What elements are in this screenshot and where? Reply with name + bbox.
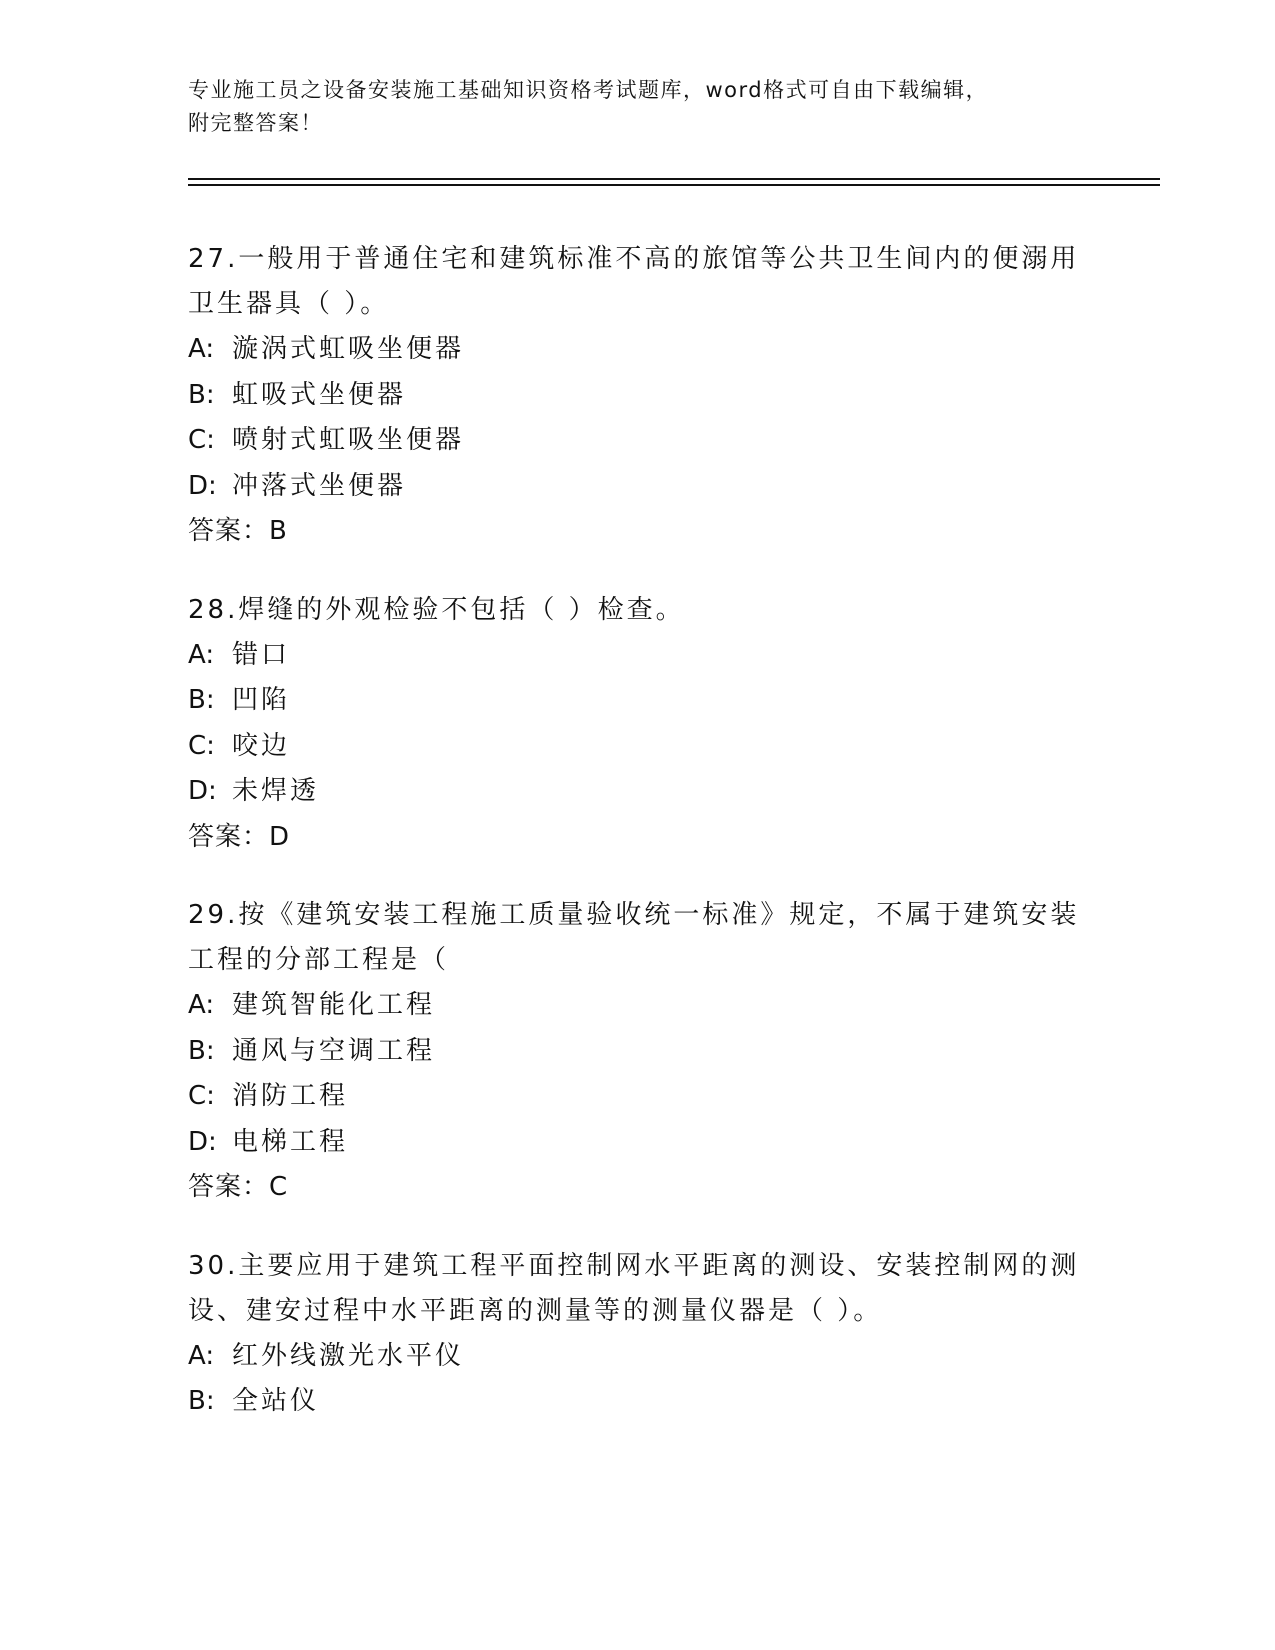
option-letter: A: <box>188 990 215 1020</box>
question-stem <box>188 1244 1088 1334</box>
option-text: 红外线激光水平仪 <box>232 1340 465 1371</box>
option-text: 未焊透 <box>232 776 320 806</box>
question-30 <box>188 1244 1088 1425</box>
option-letter: D: <box>188 470 217 501</box>
header-divider-bottom <box>188 184 1160 186</box>
option-text: 凹陷 <box>232 685 291 715</box>
question-stem-line: 28.焊缝的外观检验不包括（ ）检查。 <box>188 594 685 625</box>
question-stem-line: 工程的分部工程是（ <box>188 945 450 975</box>
option-letter: D: <box>188 776 217 806</box>
question-stem-line: 29.按《建筑安装工程施工质量验收统一标准》规定，不属于建筑安装 <box>188 900 1080 930</box>
option-letter: D: <box>188 1126 217 1157</box>
option-text: 建筑智能化工程 <box>232 990 436 1020</box>
option-text: 咬边 <box>232 730 291 761</box>
option-text: 喷射式虹吸坐便器 <box>232 425 465 455</box>
option-b <box>188 373 1088 419</box>
question-stem-line: 卫生器具（ ）。 <box>188 289 390 319</box>
option-c <box>188 724 1088 770</box>
question-28 <box>188 588 1088 861</box>
question-list <box>188 237 1088 1458</box>
option-d <box>188 464 1088 510</box>
answer-text: 答案：B <box>188 516 288 546</box>
answer-text: 答案：D <box>188 821 291 852</box>
question-29 <box>188 893 1088 1211</box>
option-letter: C: <box>188 425 215 455</box>
option-letter: B: <box>188 379 215 410</box>
option-letter: C: <box>188 730 215 761</box>
option-letter: A: <box>188 639 215 670</box>
option-b <box>188 678 1088 724</box>
option-letter: B: <box>188 1035 215 1066</box>
option-text: 消防工程 <box>232 1081 349 1111</box>
option-letter: B: <box>188 1386 215 1416</box>
header-line-1: 专业施工员之设备安装施工基础知识资格考试题库，word格式可自由下载编辑， <box>188 78 989 102</box>
option-a <box>188 983 1088 1029</box>
option-a <box>188 633 1088 679</box>
question-stem-line: 27.一般用于普通住宅和建筑标准不高的旅馆等公共卫生间内的便溺用 <box>188 244 1080 274</box>
option-text: 漩涡式虹吸坐便器 <box>232 334 465 364</box>
option-text: 通风与空调工程 <box>232 1035 436 1066</box>
question-stem-line: 30.主要应用于建筑工程平面控制网水平距离的测设、安装控制网的测 <box>188 1250 1080 1281</box>
document-header <box>188 74 1088 140</box>
option-text: 全站仪 <box>232 1386 320 1416</box>
option-a <box>188 327 1088 373</box>
option-text: 冲落式坐便器 <box>232 470 407 501</box>
option-b <box>188 1029 1088 1075</box>
option-letter: A: <box>188 334 215 364</box>
option-d <box>188 769 1088 815</box>
option-text: 电梯工程 <box>232 1126 349 1157</box>
question-stem <box>188 893 1088 983</box>
option-text: 错口 <box>232 639 291 670</box>
question-stem <box>188 588 1088 633</box>
option-a <box>188 1334 1088 1380</box>
option-c <box>188 1074 1088 1120</box>
option-text: 虹吸式坐便器 <box>232 379 407 410</box>
question-stem <box>188 237 1088 327</box>
header-divider-top <box>188 178 1160 180</box>
option-d <box>188 1120 1088 1166</box>
header-line-2: 附完整答案！ <box>188 111 323 135</box>
option-letter: B: <box>188 685 215 715</box>
question-stem-line: 设、建安过程中水平距离的测量等的测量仪器是（ ）。 <box>188 1295 883 1326</box>
question-27 <box>188 237 1088 555</box>
option-c <box>188 418 1088 464</box>
option-letter: C: <box>188 1081 215 1111</box>
option-letter: A: <box>188 1340 215 1371</box>
answer-text: 答案：C <box>188 1172 289 1202</box>
option-b <box>188 1379 1088 1425</box>
